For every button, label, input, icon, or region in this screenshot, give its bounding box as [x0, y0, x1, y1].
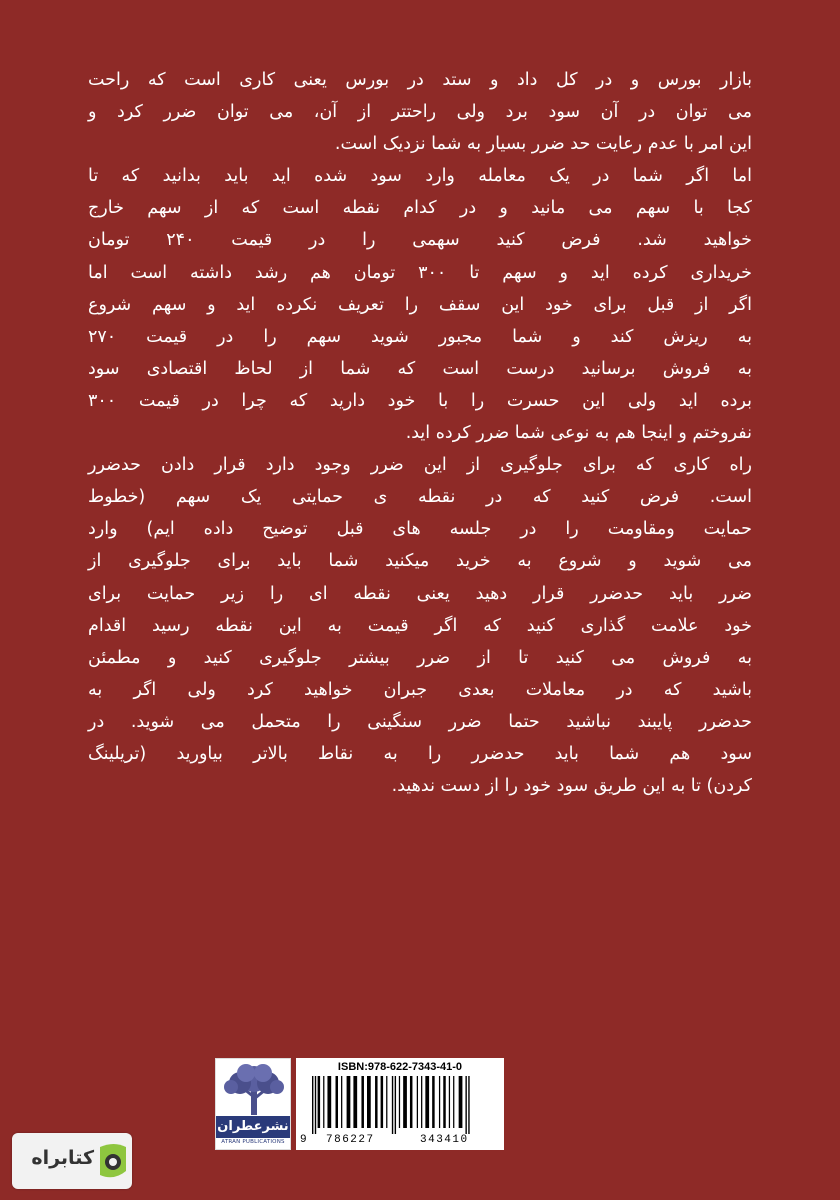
barcode-bar [449, 1076, 450, 1128]
text-line: به ریزش کند و شما مجبور شوید سهم را در قیمت ۲۷۰ [88, 326, 752, 347]
ketabrah-badge[interactable] [12, 1133, 132, 1189]
barcode-bar [367, 1076, 371, 1128]
barcode-bars [312, 1076, 498, 1134]
barcode-bar [443, 1076, 446, 1128]
text-line: خواهید شد. فرض کنید سهمی را در قیمت ۲۴۰ تومان [88, 230, 752, 251]
barcode-bar [375, 1076, 378, 1128]
text-line: راه کاری که برای جلوگیری از این ضرر وجود دارد قرار دادن حدضرر [88, 455, 752, 476]
publisher-latin-name: ATRAN PUBLICATIONS [221, 1139, 285, 1145]
text-line: می شوید و شروع به خرید میکنید شما باید برای جلوگیری از [88, 551, 752, 572]
paragraph-2 [88, 160, 752, 449]
back-cover-text [88, 64, 752, 802]
barcode-bar [341, 1076, 342, 1128]
tree-icon [222, 1063, 286, 1115]
text-line: کجا با سهم می مانید و در کدام نقطه است که از سهم خارج [88, 198, 752, 219]
barcode-bar [315, 1076, 316, 1134]
barcode-bar [312, 1076, 313, 1134]
barcode-bar [353, 1076, 357, 1128]
text-line: این امر با عدم رعایت حد ضرر بسیار به شما نزدیک است. [334, 134, 752, 155]
text-line: کردن) تا به این طریق سود خود را از دست ندهید. [391, 776, 752, 797]
text-line: نفروختم و اینجا هم به نوعی شما ضرر کرده اید. [405, 423, 752, 444]
text-line: به فروش می کنید تا از ضرر بیشتر جلوگیری کنید و مطمئن [88, 647, 752, 668]
publisher-logo [215, 1058, 291, 1150]
barcode-bar [468, 1076, 469, 1134]
barcode-bar [347, 1076, 351, 1128]
barcode-bar [399, 1076, 400, 1128]
barcode-bar [392, 1076, 393, 1134]
barcode-bar [459, 1076, 463, 1128]
text-line: حدضرر پایبند نباشید حتما ضرر سنگینی را متحمل می شوید. در [88, 711, 752, 732]
text-line: اما اگر شما در یک معامله وارد سود شده اید باید بدانید که تا [88, 166, 752, 187]
barcode-bar [381, 1076, 384, 1128]
text-line: خریداری کرده اید و سهم تا ۳۰۰ تومان هم رشد داشته است اما [88, 262, 752, 283]
isbn-label: ISBN:978-622-7343-41-0 [337, 1061, 463, 1073]
barcode-left-digits: 786227 [326, 1134, 375, 1146]
barcode-bar [453, 1076, 454, 1128]
text-line: اگر از قبل برای خود این سقف را تعریف نکرده اید و سهم شروع [88, 294, 752, 315]
barcode-bar [361, 1076, 364, 1128]
barcode-bar [417, 1076, 418, 1128]
text-line: ضرر باید حدضرر قرار دهید یعنی نقطه ای را زیر حمایت برای [88, 583, 752, 604]
text-line: باشید که در معاملات بعدی جبران خواهید کرد ولی اگر به [88, 679, 752, 700]
isbn-barcode [296, 1058, 504, 1150]
barcode-bar [323, 1076, 324, 1128]
paragraph-3 [88, 449, 752, 802]
barcode-bar [336, 1076, 339, 1128]
text-line: حمایت ومقاومت را در جلسه های قبل توضیح داده ایم) وارد [88, 519, 752, 540]
barcode-bar [439, 1076, 440, 1128]
barcode-first-digit: 9 [300, 1134, 309, 1146]
text-line: سود هم شما باید حدضرر را به نقاط بالاتر بیاورید (تریلینگ [88, 743, 752, 764]
barcode-bar [318, 1076, 321, 1128]
barcode-bar [327, 1076, 331, 1128]
barcode-bar [421, 1076, 422, 1128]
paragraph-1 [88, 64, 752, 160]
barcode-bar [465, 1076, 466, 1134]
book-leaf-icon [94, 1141, 132, 1183]
publisher-name: نشرعطران [216, 1116, 290, 1138]
badge-label: کتابراه [31, 1147, 94, 1169]
barcode-bar [386, 1076, 387, 1128]
barcode-bar [410, 1076, 413, 1128]
barcode-bar [395, 1076, 396, 1134]
text-line: بازار بورس و در کل داد و ستد در بورس یعنی کاری است که راحت [88, 70, 752, 90]
barcode-bar [425, 1076, 429, 1128]
barcode-right-digits: 343410 [420, 1134, 469, 1146]
barcode-bar [432, 1076, 435, 1128]
text-line: می توان در آن سود برد ولی راحتتر از آن، می توان ضرر کرد و [88, 102, 752, 123]
text-line: برده اید ولی این حسرت را با خود دارید که چرا در قیمت ۳۰۰ [88, 390, 752, 411]
text-line: خود علامت گذاری کنید که اگر قیمت به این نقطه رسید اقدام [88, 615, 752, 636]
text-line: به فروش برسانید درست است که شما از لحاظ اقتصادی سود [88, 358, 752, 379]
barcode-bar [403, 1076, 407, 1128]
text-line: است. فرض کنید که در نقطه ی حمایتی یک سهم (خطوط [88, 487, 752, 508]
